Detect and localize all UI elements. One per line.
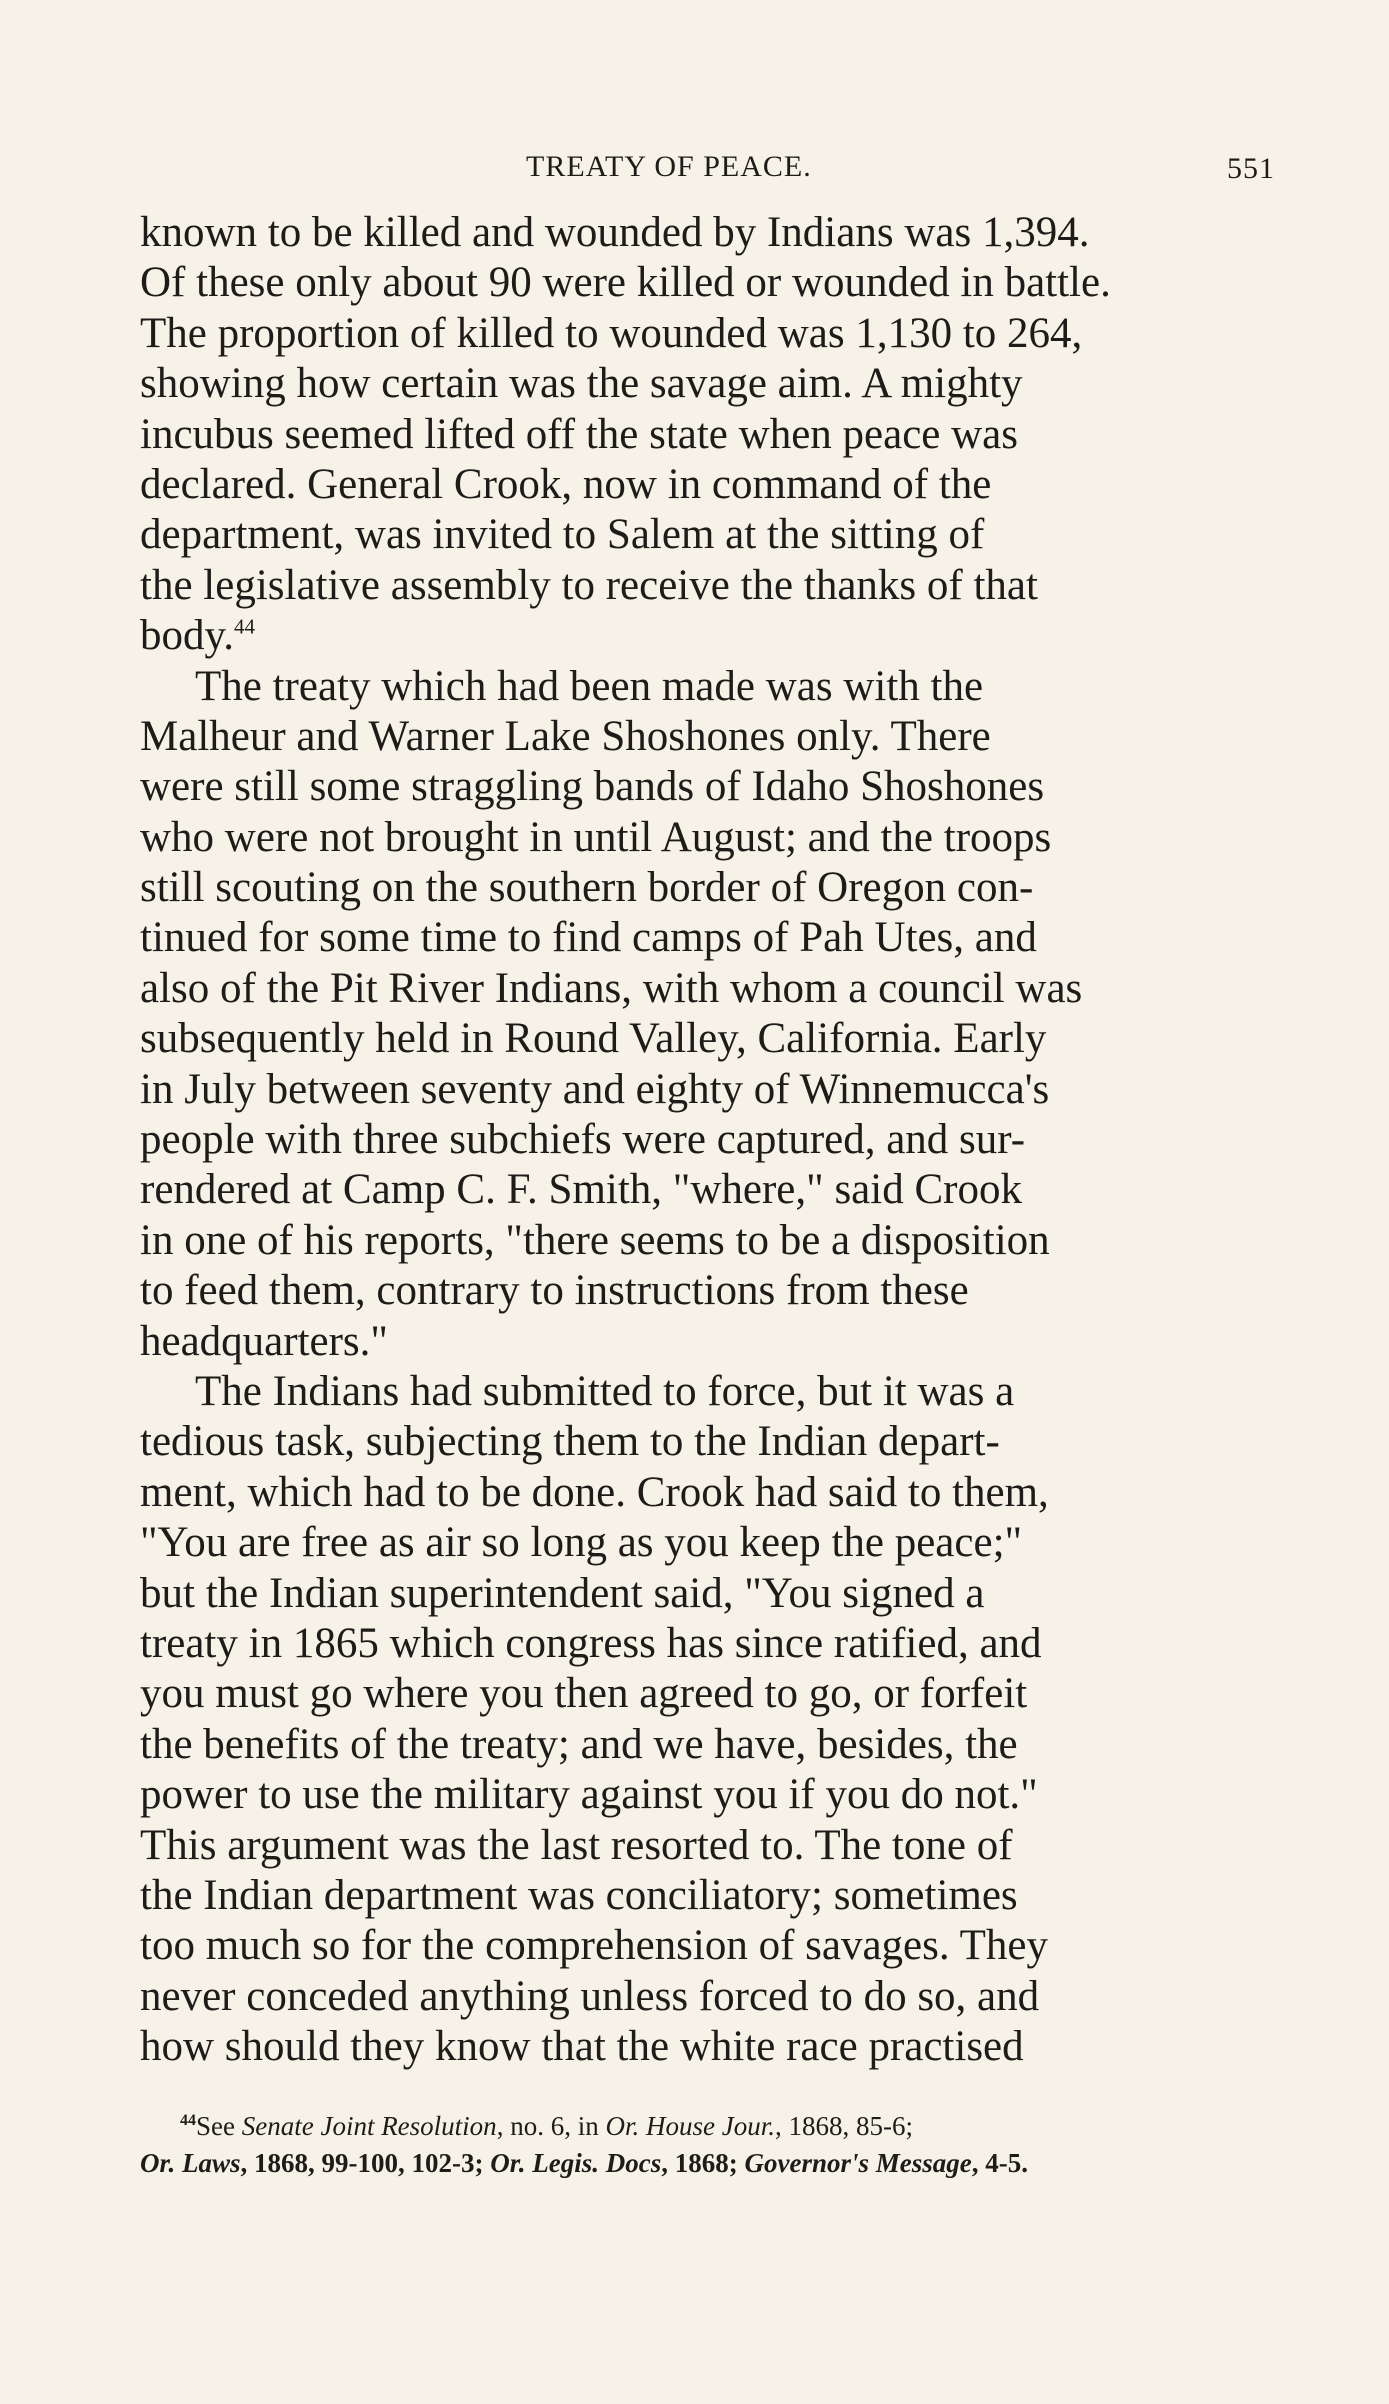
text-segment: body. bbox=[140, 612, 234, 660]
text-line: tedious task, subjecting them to the Indian depart- bbox=[140, 1418, 1000, 1466]
text-line: Malheur and Warner Lake Shoshones only. There bbox=[140, 712, 991, 760]
text-line: who were not brought in until August; and the troops bbox=[140, 813, 1052, 861]
footnote-see: See bbox=[196, 2111, 242, 2141]
text-line: people with three subchiefs were captured, and sur- bbox=[140, 1116, 1026, 1164]
text-line: also of the Pit River Indians, with whom a council was bbox=[140, 964, 1083, 1012]
footnote-line bbox=[140, 2108, 1275, 2145]
paragraph-start-line: The treaty which had been made was with the bbox=[195, 662, 984, 710]
page-number: 551 bbox=[1227, 152, 1275, 185]
text-line: The proportion of killed to wounded was 1,130 to 264, bbox=[140, 309, 1083, 357]
running-title: TREATY OF PEACE. bbox=[526, 150, 812, 183]
text-line: known to be killed and wounded by Indians was 1,394. bbox=[140, 209, 1090, 256]
footnote-mark: 44 bbox=[180, 2112, 196, 2129]
text-line: "You are free as air so long as you keep the peace;" bbox=[140, 1519, 1023, 1567]
text-line: treaty in 1865 which congress has since ratified, and bbox=[140, 1619, 1042, 1667]
text-line: too much so for the comprehension of savages. They bbox=[140, 1922, 1048, 1970]
text-line: ment, which had to be done. Crook had said to them, bbox=[140, 1468, 1049, 1516]
footnote-source-title: Senate Joint Resolution bbox=[241, 2111, 497, 2141]
text-line: declared. General Crook, now in command of the bbox=[140, 460, 992, 508]
footnote-source-detail: , 4-5. bbox=[971, 2148, 1029, 2178]
footnote-source-title: Or. Legis. Docs bbox=[490, 2148, 662, 2178]
text-line: you must go where you then agreed to go, or forfeit bbox=[140, 1670, 1028, 1718]
text-line: were still some straggling bands of Idaho Shoshones bbox=[140, 763, 1045, 811]
paragraph-start-line: The Indians had submitted to force, but it was a bbox=[195, 1367, 1015, 1415]
footnote-source-detail: , 1868, 99-100, 102-3; bbox=[240, 2148, 491, 2178]
text-line: how should they know that the white race practised bbox=[140, 2023, 1024, 2071]
footnote-source-title: Or. Laws bbox=[140, 2148, 241, 2178]
text-line: incubus seemed lifted off the state when peace was bbox=[140, 410, 1018, 458]
text-line: the Indian department was conciliatory; sometimes bbox=[140, 1871, 1018, 1919]
text-line: power to use the military against you if you do not." bbox=[140, 1771, 1038, 1819]
text-line: This argument was the last resorted to. The tone of bbox=[140, 1821, 1013, 1869]
text-line: in one of his reports, "there seems to be a disposition bbox=[140, 1216, 1050, 1264]
footnote bbox=[140, 2108, 1275, 2182]
footnote-source-title: Governor's Message bbox=[744, 2148, 972, 2178]
footnote-source-detail: , 1868; bbox=[661, 2148, 745, 2178]
text-line: the benefits of the treaty; and we have, besides, the bbox=[140, 1720, 1018, 1768]
text-line: to feed them, contrary to instructions from these bbox=[140, 1267, 969, 1315]
text-line: still scouting on the southern border of Oregon con- bbox=[140, 864, 1034, 912]
text-line: tinued for some time to find camps of Pah Utes, and bbox=[140, 914, 1037, 962]
running-head bbox=[140, 150, 1275, 194]
footnote-source-detail: , no. 6, in bbox=[496, 2111, 606, 2141]
text-line: in July between seventy and eighty of Winnemucca's bbox=[140, 1065, 1050, 1113]
footnote-line bbox=[140, 2145, 1275, 2182]
text-line: the legislative assembly to receive the thanks of that bbox=[140, 561, 1038, 609]
text-line: headquarters." bbox=[140, 1317, 388, 1365]
body-text bbox=[140, 208, 1275, 2072]
text-line: but the Indian superintendent said, "You signed a bbox=[140, 1569, 985, 1617]
text-line: Of these only about 90 were killed or wounded in battle. bbox=[140, 259, 1111, 307]
footnote-source-detail: , 1868, 85-6; bbox=[774, 2111, 913, 2141]
text-line: subsequently held in Round Valley, California. Early bbox=[140, 1015, 1047, 1063]
text-line: never conceded anything unless forced to do so, and bbox=[140, 1972, 1040, 2020]
footnote-reference: 44 bbox=[233, 614, 255, 639]
footnote-source-title: Or. House Jour. bbox=[605, 2111, 775, 2141]
text-line-with-footnote-ref bbox=[140, 611, 1275, 661]
text-line: rendered at Camp C. F. Smith, "where," said Crook bbox=[140, 1166, 1022, 1214]
text-line: showing how certain was the savage aim. A mighty bbox=[140, 360, 1023, 408]
text-line: department, was invited to Salem at the sitting of bbox=[140, 511, 985, 559]
